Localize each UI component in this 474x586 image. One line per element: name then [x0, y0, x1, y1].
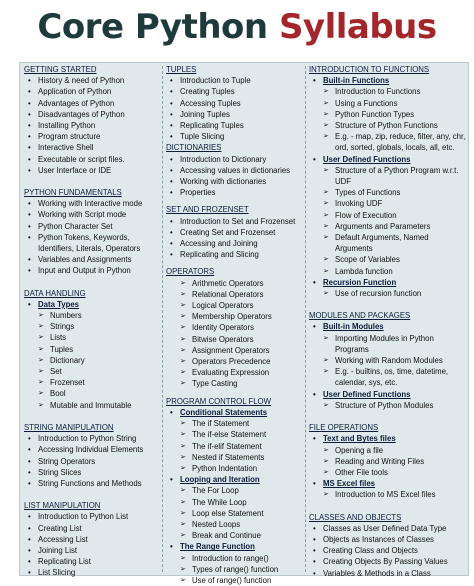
section-heading: INTRODUCTION TO FUNCTIONS — [309, 65, 430, 74]
list-item: ➢ E.g. - map, zip, reduce, filter, any, chr, ord, sorted, globals, locals, all, etc. — [309, 131, 467, 153]
list-item: ➢ Nested if Statements — [166, 452, 304, 463]
section-heading: TUPLES — [166, 65, 197, 74]
section-dictionaries — [166, 142, 304, 198]
list-item: ➢ Set — [24, 366, 160, 377]
section-operators — [166, 266, 304, 389]
list-item: • Introduction to Set and Frozenset — [166, 216, 304, 227]
section-heading: OPERATORS — [166, 267, 215, 277]
list-item: ➢ Loop else Statement — [166, 508, 304, 519]
list-item: • Variables and Assignments — [24, 254, 160, 265]
column-3 — [309, 64, 467, 576]
list-item: • Accessing values in dictionaries — [166, 165, 304, 176]
list-item: ➢ Numbers — [24, 310, 160, 321]
section-heading: LIST MANIPULATION — [24, 501, 101, 511]
list-item: • Working with dictionaries — [166, 176, 304, 187]
list-item: • String Functions and Methods — [24, 478, 160, 489]
list-item: ➢ Strings — [24, 321, 160, 332]
section-heading: FILE OPERATIONS — [309, 423, 379, 433]
list-item: ➢ Structure of a Python Program w.r.t. UDF — [309, 165, 467, 187]
section-data-handling — [24, 288, 160, 411]
list-item: ➢ Frozenset — [24, 377, 160, 388]
list-item: ➢ The if Statement — [166, 418, 304, 429]
subsection-heading: • Text and Bytes files — [309, 433, 467, 444]
list-item: • Creating Class and Objects — [309, 545, 467, 556]
subsection-heading: • User Defined Functions — [309, 389, 467, 400]
list-item: • Variables & Methods in a Class — [309, 568, 467, 579]
list-item: ➢ Type Casting — [166, 378, 304, 389]
list-item: • Introduction to Python String — [24, 433, 160, 444]
list-item: • Joining Tuples — [166, 109, 304, 120]
list-item: • Python Character Set — [24, 221, 160, 232]
list-item: • Properties — [166, 187, 304, 198]
section-file-operations — [309, 422, 467, 500]
list-item: • Objects as Instances of Classes — [309, 534, 467, 545]
column-2 — [166, 64, 304, 585]
list-item: • Introduction to Python List — [24, 511, 160, 522]
list-item: ➢ Arithmetic Operators — [166, 278, 304, 289]
column-divider — [162, 66, 163, 572]
list-item: ➢ Use of range() function — [166, 575, 304, 586]
list-item: • Accessing List — [24, 534, 160, 545]
list-item: ➢ Introduction to range() — [166, 553, 304, 564]
list-item: • Installing Python — [24, 120, 160, 131]
list-item: ➢ Flow of Execution — [309, 210, 467, 221]
list-item: • User Interface or IDE — [24, 165, 160, 176]
list-item: ➢ The While Loop — [166, 497, 304, 508]
list-item: • Replicating and Slicing — [166, 249, 304, 260]
list-item: • Replicating List — [24, 556, 160, 567]
list-item: • Creating Tuples — [166, 86, 304, 97]
list-item: ➢ Introduction to Functions — [309, 86, 467, 97]
list-item: • Input and Output in Python — [24, 265, 160, 276]
list-item: • Introduction to Dictionary — [166, 154, 304, 165]
subsection-heading: • Conditional Statements — [166, 407, 304, 418]
list-item: • Joining List — [24, 545, 160, 556]
page-title — [0, 0, 474, 54]
list-item: ➢ Structure of Python Modules — [309, 400, 467, 411]
list-item: ➢ Break and Continue — [166, 530, 304, 541]
list-item: ➢ Structure of Python Functions — [309, 120, 467, 131]
list-item: ➢ Default Arguments, Named Arguments — [309, 232, 467, 254]
list-item: ➢ Scope of Variables — [309, 254, 467, 265]
list-item: • Creating List — [24, 523, 160, 534]
list-item: ➢ Tuples — [24, 344, 160, 355]
list-item: ➢ Bitwise Operators — [166, 334, 304, 345]
list-item: ➢ Introduction to MS Excel files — [309, 489, 467, 500]
list-item: • Accessing and Joining — [166, 238, 304, 249]
list-item: ➢ E.g. - builtins, os, time, datetime, calendar, sys, etc. — [309, 366, 467, 388]
list-item: • Disadvantages of Python — [24, 109, 160, 120]
subsection-heading: • Recursion Function — [309, 277, 467, 288]
section-tuples — [166, 64, 304, 142]
list-item: ➢ Lists — [24, 332, 160, 343]
subsection-heading: • Built-in Functions — [309, 75, 467, 86]
list-item: ➢ Membership Operators — [166, 311, 304, 322]
column-divider — [305, 66, 306, 572]
list-item: • Creating Set and Frozenset — [166, 227, 304, 238]
list-item: ➢ Dictionary — [24, 355, 160, 366]
list-item: ➢ Assignment Operators — [166, 345, 304, 356]
list-item: ➢ Working with Random Modules — [309, 355, 467, 366]
column-1 — [24, 64, 160, 576]
list-item: • List Slicing — [24, 567, 160, 578]
section-heading: PROGRAM CONTROL FLOW — [166, 396, 271, 406]
list-item: • String Slices — [24, 467, 160, 478]
section-fundamentals — [24, 187, 160, 277]
list-item: ➢ Identity Operators — [166, 322, 304, 333]
list-item: ➢ Relational Operators — [166, 289, 304, 300]
section-set-frozenset — [166, 204, 304, 260]
list-item: • Classes as User Defined Data Type — [309, 523, 467, 534]
list-item: ➢ Reading and Writing Files — [309, 456, 467, 467]
list-item: ➢ Using a Functions — [309, 98, 467, 109]
subsection-heading: • MS Excel files — [309, 478, 467, 489]
title-part2: Syllabus — [278, 7, 437, 47]
subsection-heading: • User Defined Functions — [309, 154, 467, 165]
list-item: • Python Tokens, Keywords, Identifiers, Literals, Operators — [24, 232, 160, 254]
section-classes-objects — [309, 512, 467, 579]
subsection-heading: • Data Types — [24, 299, 160, 310]
section-heading: GETTING STARTED — [24, 65, 97, 74]
section-functions — [309, 64, 467, 299]
list-item: ➢ Arguments and Parameters — [309, 221, 467, 232]
list-item: • Application of Python — [24, 86, 160, 97]
list-item: • Accessing Individual Elements — [24, 444, 160, 455]
list-item: ➢ Other File tools — [309, 467, 467, 478]
list-item: • String Operators — [24, 456, 160, 467]
list-item: • Tuple Slicing — [166, 131, 304, 142]
list-item: • Accessing Tuples — [166, 98, 304, 109]
subsection-heading: • Looping and Iteration — [166, 474, 304, 485]
list-item: • Working with Script mode — [24, 209, 160, 220]
list-item: ➢ Types of range() function — [166, 564, 304, 575]
list-item: ➢ Use of recursion function — [309, 288, 467, 299]
list-item: ➢ Logical Operators — [166, 300, 304, 311]
list-item: • Program structure — [24, 131, 160, 142]
list-item: ➢ Operators Precedence — [166, 356, 304, 367]
list-item: ➢ Evaluating Expression — [166, 367, 304, 378]
list-item: • Advantages of Python — [24, 98, 160, 109]
list-item: • Interactive Shell — [24, 142, 160, 153]
list-item: ➢ Lambda function — [309, 266, 467, 277]
list-item: ➢ Opening a file — [309, 445, 467, 456]
section-heading: DATA HANDLING — [24, 288, 86, 298]
list-item: ➢ Importing Modules in Python Programs — [309, 333, 467, 355]
list-item: • Replicating Tuples — [166, 120, 304, 131]
list-item: ➢ Types of Functions — [309, 187, 467, 198]
list-item: ➢ Invoking UDF — [309, 198, 467, 209]
list-item: ➢ Python Function Types — [309, 109, 467, 120]
section-list-manipulation — [24, 500, 160, 578]
section-program-control-flow — [166, 396, 304, 586]
list-item: • Introduction to Tuple — [166, 75, 304, 86]
list-item: ➢ The if-elif Statement — [166, 441, 304, 452]
subsection-heading: • The Range Function — [166, 541, 304, 552]
section-heading: DICTIONARIES — [166, 143, 222, 153]
section-heading: MODULES AND PACKAGES — [309, 311, 411, 321]
section-heading: SET AND FROZENSET — [166, 205, 249, 215]
section-getting-started — [24, 64, 160, 176]
list-item: ➢ Mutable and Immutable — [24, 400, 160, 411]
subsection-heading: • Built-in Modules — [309, 321, 467, 332]
title-part1: Core Python — [37, 7, 268, 47]
list-item: • Executable or script files. — [24, 154, 160, 165]
section-heading: CLASSES AND OBJECTS — [309, 512, 402, 522]
list-item: ➢ Nested Loops — [166, 519, 304, 530]
list-item: • Creating Objects By Passing Values — [309, 556, 467, 567]
list-item: ➢ The if-else Statement — [166, 429, 304, 440]
section-heading: PYTHON FUNDAMENTALS — [24, 188, 122, 198]
list-item: • Working with Interactive mode — [24, 198, 160, 209]
list-item: ➢ Python Indentation — [166, 463, 304, 474]
section-string-manipulation — [24, 422, 160, 489]
list-item: • History & need of Python — [24, 75, 160, 86]
section-heading: STRING MANIPULATION — [24, 422, 114, 432]
section-modules-packages — [309, 310, 467, 411]
list-item: ➢ Bool — [24, 388, 160, 399]
list-item: ➢ The For Loop — [166, 485, 304, 496]
